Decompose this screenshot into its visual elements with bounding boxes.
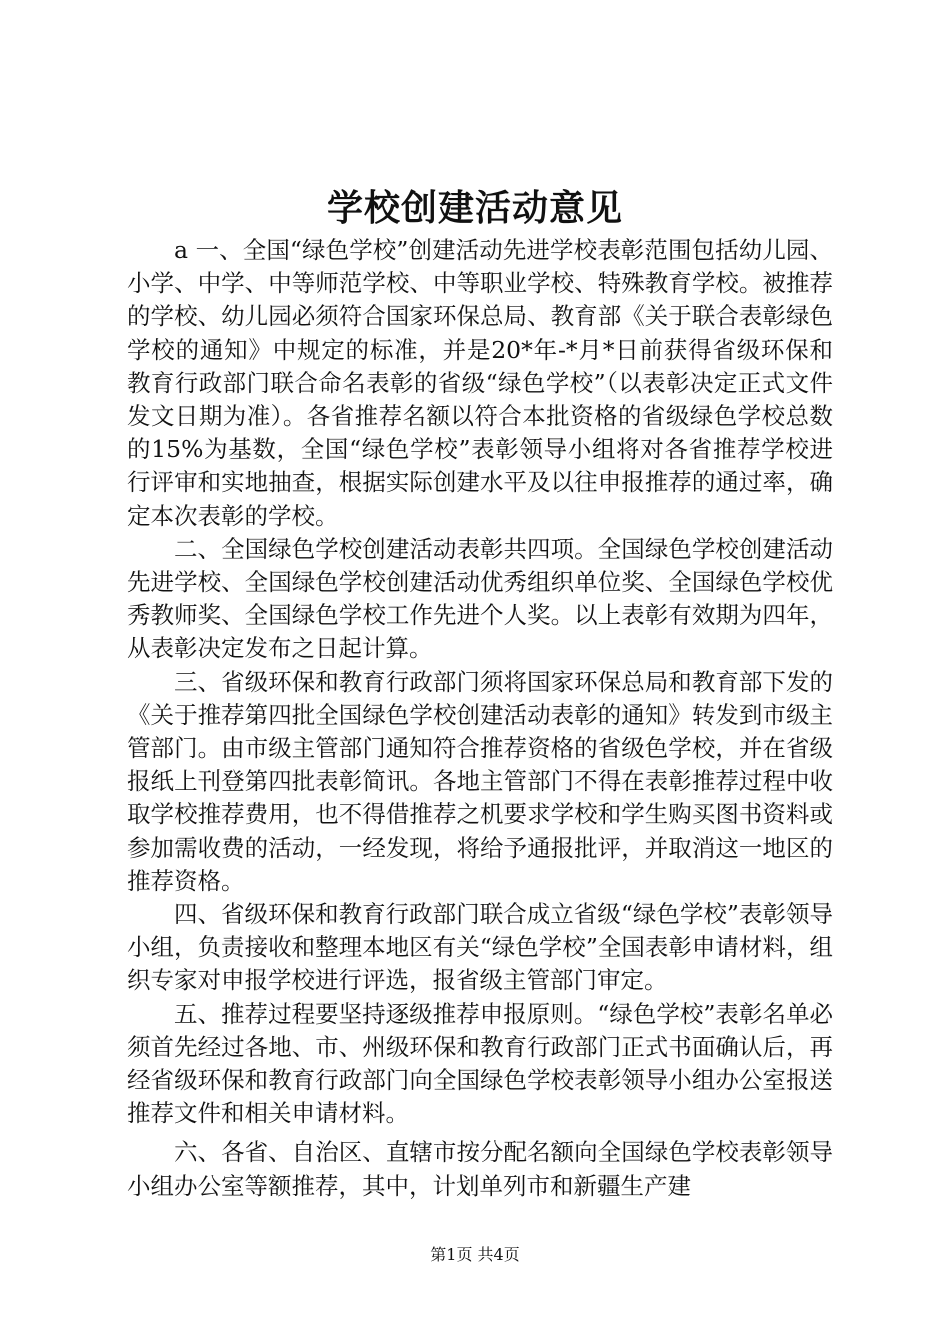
paragraph-2: 二、全国绿色学校创建活动表彰共四项。全国绿色学校创建活动先进学校、全国绿色学校创建活动优秀组织单位奖、全国绿色学校优秀教师奖、全国绿色学校工作先进个人奖。以上表彰有效期为四年，从表彰决定发布之日起计算。 xyxy=(127,534,833,663)
paragraph-1: a 一、全国“绿色学校”创建活动先进学校表彰范围包括幼儿园、小学、中学、中等师范学校、中等职业学校、特殊教育学校。被推荐的学校、幼儿园必须符合国家环保总局、教育部《关于联合表彰绿色学校的通知》中规定的标准，并是20*年-*月*日前获得省级环保和教育行政部门联合命名表彰的省级“绿色学校”（以表彰决定正式文件发文日期为准）。各省推荐名额以符合本批资格的省级绿色学校总数的15%为基数，全国“绿色学校”表彰领导小组将对各省推荐学校进行评审和实地抽查，根据实际创建水平及以往申报推荐的通过率，确定本次表彰的学校。 xyxy=(127,236,833,530)
document-body xyxy=(127,234,833,1203)
paragraph-6: 六、各省、自治区、直辖市按分配名额向全国绿色学校表彰领导小组办公室等额推荐，其中，计划单列市和新疆生产建 xyxy=(127,1138,833,1200)
paragraph-3: 三、省级环保和教育行政部门须将国家环保总局和教育部下发的《关于推荐第四批全国绿色学校创建活动表彰的通知》转发到市级主管部门。由市级主管部门通知符合推荐资格的省级色学校，并在省级报纸上刊登第四批表彰简讯。各地主管部门不得在表彰推荐过程中收取学校推荐费用，也不得借推荐之机要求学校和学生购买图书资料或参加需收费的活动，一经发现，将给予通报批评，并取消这一地区的推荐资格。 xyxy=(127,667,833,895)
paragraph-4: 四、省级环保和教育行政部门联合成立省级“绿色学校”表彰领导小组，负责接收和整理本地区有关“绿色学校”全国表彰申请材料，组织专家对申报学校进行评选，报省级主管部门审定。 xyxy=(127,900,833,995)
document-title: 学校创建活动意见 xyxy=(326,187,623,229)
page-number-footer: 第1页 共4页 xyxy=(430,1245,520,1264)
paragraph-5: 五、推荐过程要坚持逐级推荐申报原则。“绿色学校”表彰名单必须首先经过各地、市、州级环保和教育行政部门正式书面确认后，再经省级环保和教育行政部门向全国绿色学校表彰领导小组办公室报送推荐文件和相关申请材料。 xyxy=(127,999,833,1128)
